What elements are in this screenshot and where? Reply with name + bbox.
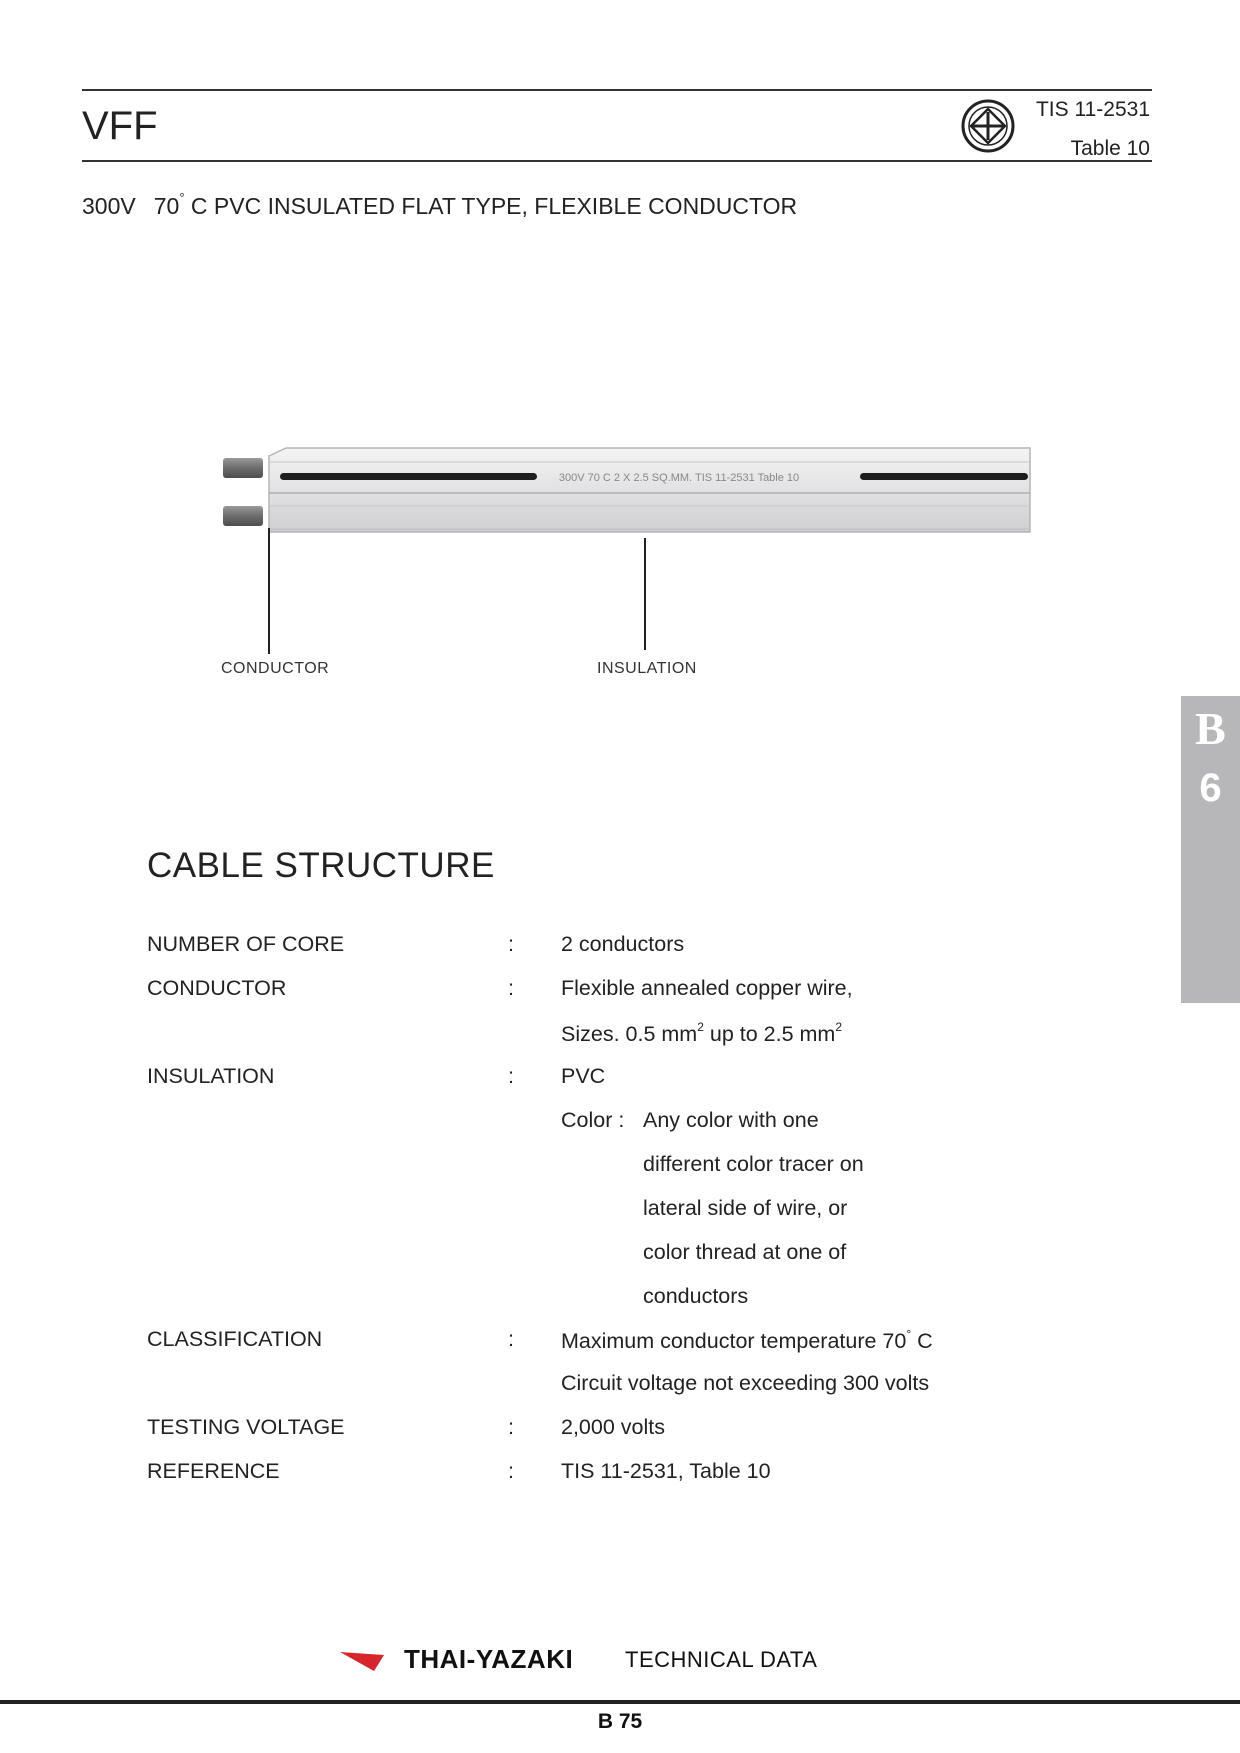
brand-subtitle: TECHNICAL DATA	[625, 1647, 818, 1672]
spec-row-testing-voltage	[0, 1415, 1240, 1459]
spec-label: REFERENCE	[147, 1459, 280, 1483]
spec-row-classification-voltage	[0, 1371, 1240, 1415]
spec-sublabel: Color :	[561, 1108, 625, 1132]
header-bottom-rule	[82, 160, 1152, 162]
section-title: CABLE STRUCTURE	[147, 846, 495, 885]
conductor-label: CONDUCTOR	[221, 660, 330, 677]
spec-label: INSULATION	[147, 1064, 275, 1088]
subtitle-degree: °	[179, 190, 185, 205]
spec-row-insulation-color	[0, 1240, 1240, 1284]
brand-name: THAI-YAZAKI	[404, 1644, 574, 1674]
spec-row-conductor	[0, 976, 1240, 1020]
cable-illustration	[220, 440, 1040, 540]
spec-row-classification	[0, 1327, 1240, 1371]
standard-code: TIS 11-2531	[1035, 98, 1150, 121]
conductor-ends	[223, 458, 263, 526]
spec-label: CONDUCTOR	[147, 976, 287, 1000]
spec-value: lateral side of wire, or	[643, 1196, 848, 1220]
spec-value: Any color with one	[643, 1108, 819, 1132]
spec-value: conductors	[643, 1284, 749, 1308]
spec-value: TIS 11-2531, Table 10	[561, 1459, 771, 1483]
footer-rule	[0, 1700, 1240, 1704]
spec-colon: :	[508, 932, 514, 956]
spec-label: NUMBER OF CORE	[147, 932, 345, 956]
section-tab-number: 6	[1199, 766, 1222, 810]
spec-row-insulation-color	[0, 1108, 1240, 1152]
spec-colon: :	[508, 1459, 514, 1483]
spec-row-insulation-color	[0, 1284, 1240, 1328]
conductor-callout-line	[268, 528, 270, 654]
subtitle-voltage: 300V	[82, 193, 136, 219]
spec-colon: :	[508, 1327, 514, 1351]
subtitle-description: C PVC INSULATED FLAT TYPE, FLEXIBLE CONDUCTOR	[190, 193, 798, 219]
brand-arrow-logo-icon	[340, 1650, 384, 1672]
spec-value: Sizes. 0.5 $mm^2$ up to 2.5 $mm^2$	[561, 1020, 843, 1046]
spec-row-number-of-core	[0, 932, 1240, 976]
spec-value: Circuit voltage not exceeding 300 volts	[561, 1371, 930, 1395]
standard-table: Table 10	[1070, 137, 1150, 160]
page-number: B 75	[597, 1710, 643, 1733]
spec-colon: :	[508, 976, 514, 1000]
spec-value: 2,000 volts	[561, 1415, 665, 1439]
spec-value: Maximum conductor temperature 70° C	[561, 1327, 933, 1353]
spec-value: PVC	[561, 1064, 606, 1088]
spec-label: TESTING VOLTAGE	[147, 1415, 345, 1439]
spec-value: color thread at one of	[643, 1240, 847, 1264]
spec-value: different color tracer on	[643, 1152, 864, 1176]
spec-row-insulation-color	[0, 1196, 1240, 1240]
spec-row-reference	[0, 1459, 1240, 1503]
spec-value: Flexible annealed copper wire,	[561, 976, 853, 1000]
header-top-rule	[82, 89, 1152, 91]
tis-standard-mark-icon	[960, 98, 1016, 154]
subtitle-temp: 70	[153, 193, 180, 219]
spec-colon: :	[508, 1064, 514, 1088]
spec-value: 2 conductors	[561, 932, 685, 956]
spec-colon: :	[508, 1415, 514, 1439]
spec-row-conductor-sizes	[0, 1020, 1240, 1064]
spec-row-insulation	[0, 1064, 1240, 1108]
insulation-jacket	[269, 448, 1030, 532]
spec-row-insulation-color	[0, 1152, 1240, 1196]
section-tab-letter: B	[1195, 703, 1226, 754]
insulation-callout-line	[644, 538, 646, 650]
page-title: VFF	[82, 104, 158, 148]
product-subtitle	[82, 190, 797, 220]
spec-label: CLASSIFICATION	[147, 1327, 323, 1351]
cable-print-text: 300V 70 C 2 X 2.5 SQ.MM. TIS 11-2531 Table 10	[558, 472, 800, 484]
insulation-label: INSULATION	[597, 660, 697, 677]
